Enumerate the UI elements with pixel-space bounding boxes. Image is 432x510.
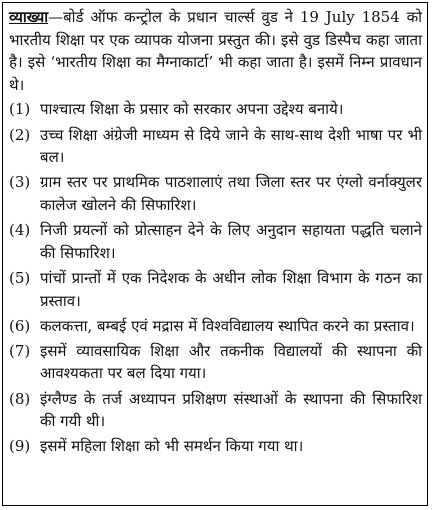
provision-list: [9, 98, 422, 458]
text-box: [2, 2, 428, 506]
item-number: (4): [9, 221, 31, 240]
list-item: [9, 315, 422, 338]
list-item: [9, 388, 422, 433]
intro-text: —बोर्ड ऑफ कन्ट्रोल के प्रधान चार्ल्स वुड ने 19 July 1854 को भारतीय शिक्षा पर एक व्यापक योजना प्रस्तुत की। इसे वुड डिस्पैच कहा जाता है। इसे ‘भारतीय शिक्षा का मैग्नाकार्टा’ भी कहा जाता है। इसमें निम्न प्रावधान थे।: [9, 8, 422, 94]
intro-paragraph: [9, 6, 422, 96]
list-item: [9, 171, 422, 216]
item-number: (9): [9, 437, 31, 456]
item-text: पाश्चात्य शिक्षा के प्रसार को सरकार अपना उद्देश्य बनाये।: [40, 100, 344, 119]
item-number: (5): [9, 268, 31, 287]
list-item: [9, 340, 422, 385]
item-text: ग्राम स्तर पर प्राथमिक पाठशालाएं तथा जिला स्तर पर एंग्लो वर्नाक्युलर कालेज खोलने की सिफारिश।: [40, 173, 422, 214]
item-number: (1): [9, 100, 31, 119]
list-item: [9, 124, 422, 169]
item-text: इंग्लैण्ड के तर्ज अध्यापन प्रशिक्षण संस्थाओं के स्थापना की सिफारिश की गयी थी।: [40, 389, 422, 431]
list-item: [9, 98, 422, 121]
item-number: (6): [9, 316, 31, 335]
item-text: निजी प्रयत्नों को प्रोत्साहन देने के लिए अनुदान सहायता पद्धति चलाने की सिफारिश।: [40, 221, 422, 262]
explanation-heading: व्याख्या: [9, 8, 49, 26]
item-number: (8): [9, 389, 31, 408]
item-text: इसमें व्यावसायिक शिक्षा और तकनीक विद्यालयों की स्थापना की आवश्यकता पर बल दिया गया।: [40, 341, 422, 383]
list-item: [9, 267, 422, 312]
list-item: [9, 219, 422, 264]
item-number: (2): [9, 125, 31, 144]
list-item: [9, 435, 422, 458]
item-text: उच्च शिक्षा अंग्रेजी माध्यम से दिये जाने के साथ-साथ देशी भाषा पर भी बल।: [40, 125, 422, 167]
item-text: पांचों प्रान्तों में एक निदेशक के अधीन लोक शिक्षा विभाग के गठन का प्रस्ताव।: [40, 268, 422, 310]
item-text: इसमें महिला शिक्षा को भी समर्थन किया गया था।: [40, 437, 304, 456]
item-number: (7): [9, 341, 31, 360]
item-number: (3): [9, 173, 31, 192]
item-text: कलकत्ता, बम्बई एवं मद्रास में विश्वविद्यालय स्थापित करने का प्रस्ताव।: [40, 316, 415, 335]
